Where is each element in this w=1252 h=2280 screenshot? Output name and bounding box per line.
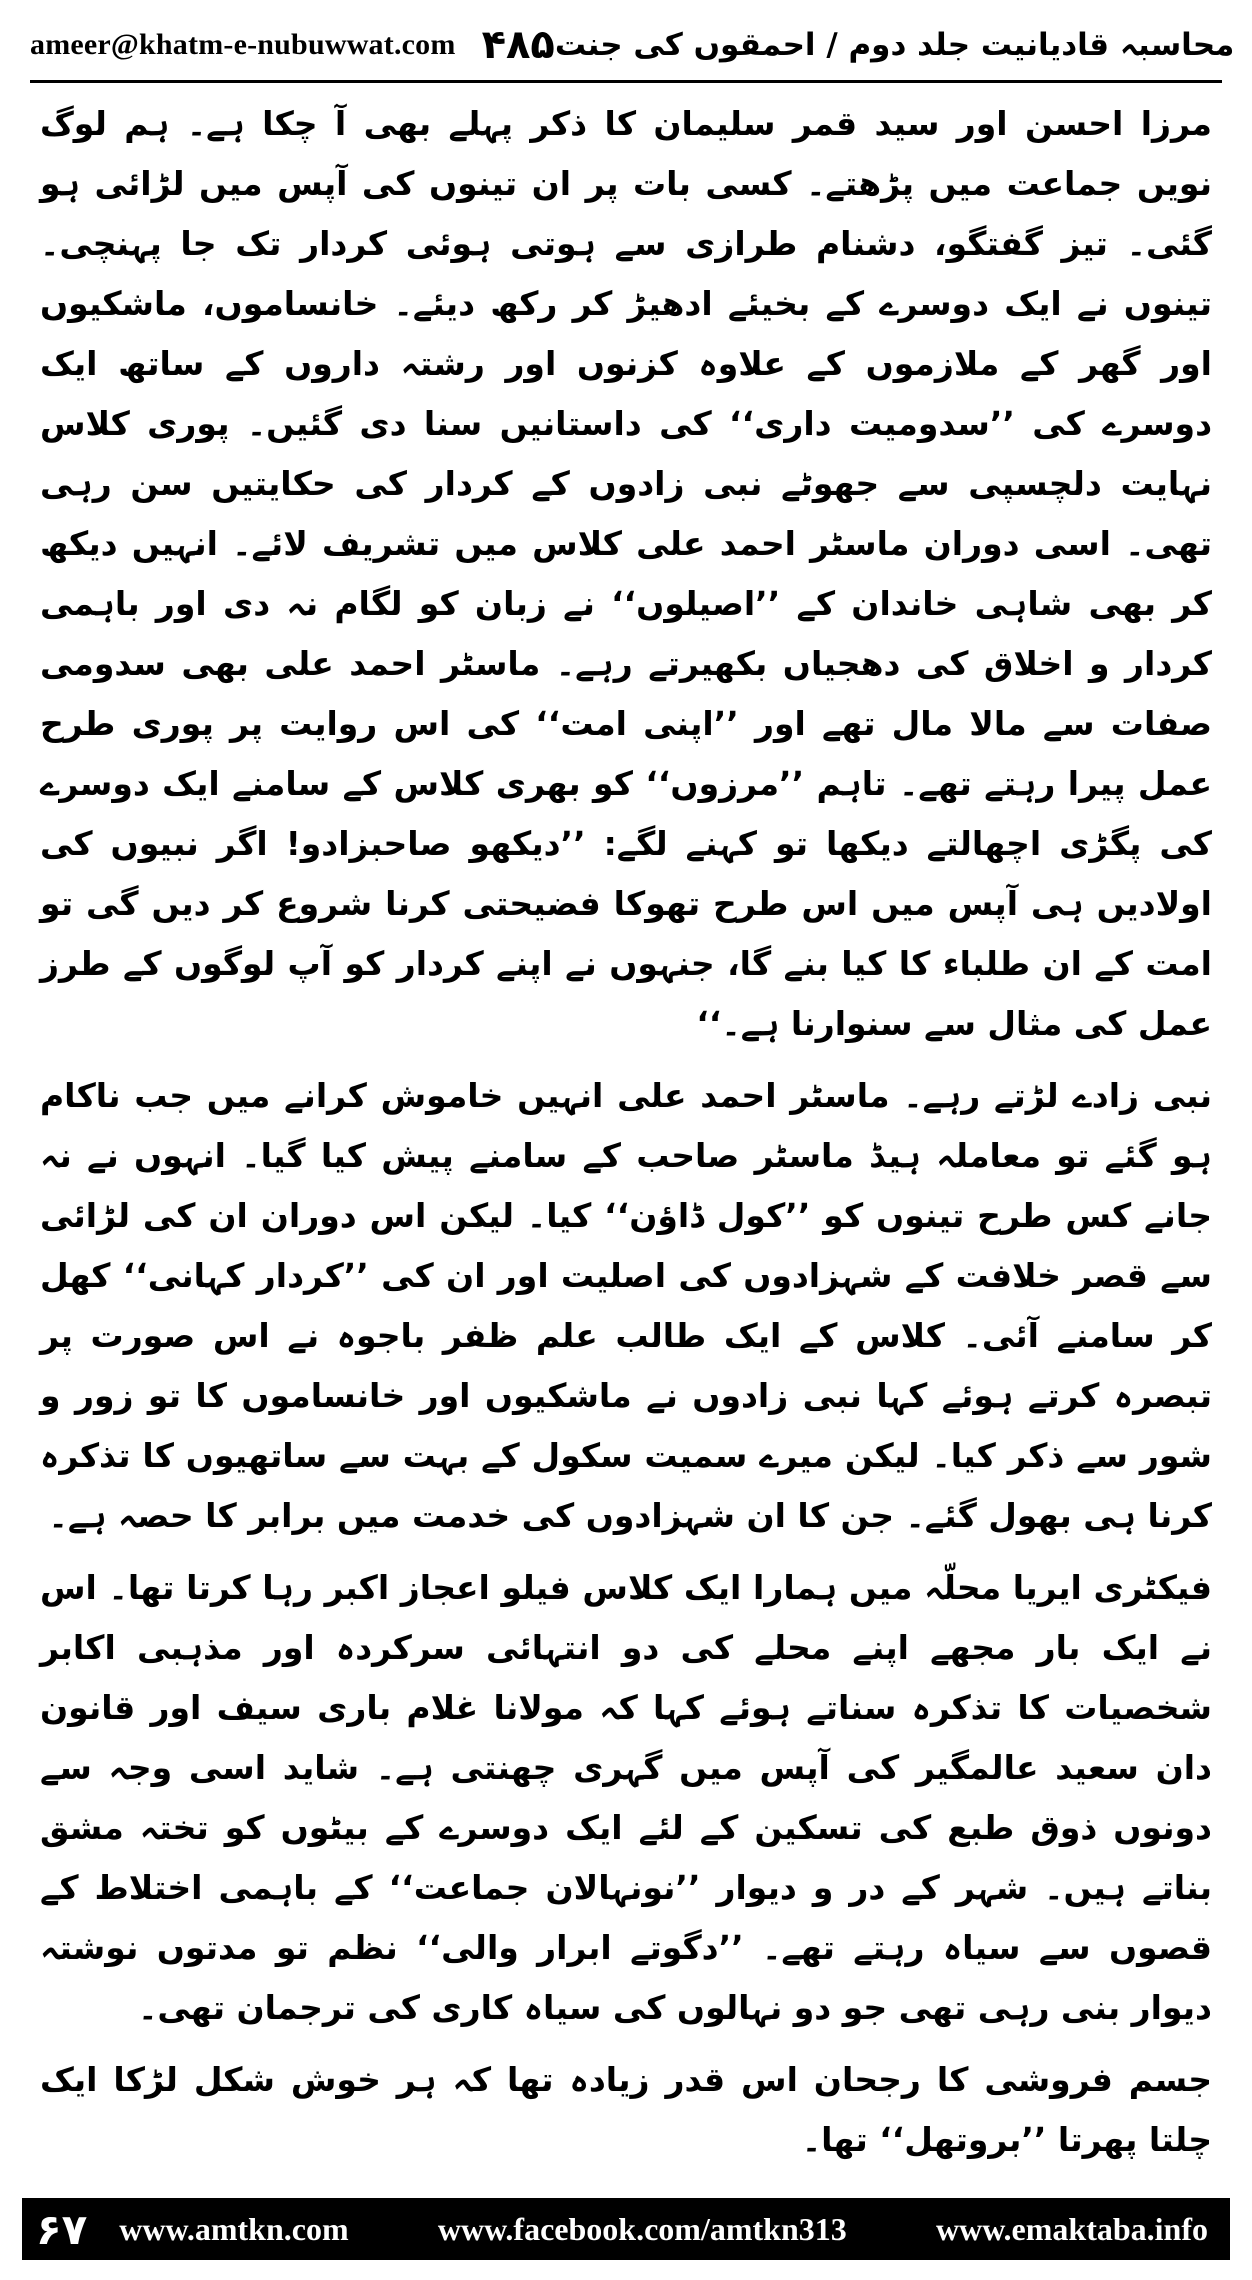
body-text: [40, 94, 1212, 2170]
header-page-number: ۴۸۵: [481, 22, 555, 68]
footer-link-amtkn[interactable]: www.amtkn.com: [119, 2210, 349, 2247]
footer-link-emaktaba[interactable]: www.emaktaba.info: [935, 2210, 1208, 2247]
paragraph: نبی زادے لڑتے رہے۔ ماسٹر احمد علی انہیں خاموش کرانے میں جب ناکام ہو گئے تو معاملہ ہیڈ ماسٹر صاحب کے سامنے پیش کیا گیا۔ انہوں نے نہ جانے کس طرح تینوں کو ’’کول ڈاؤن‘‘ کیا۔ لیکن اس دوران ان کی لڑائی سے قصر خلافت کے شہزادوں کی اصلیت اور ان کی ’’کردار کہانی‘‘ کھل کر سامنے آئی۔ کلاس کے ایک طالب علم ظفر باجوہ نے اس صورت پر تبصرہ کرتے ہوئے کہا نبی زادوں نے ماشکیوں اور خانساموں کا تو زور و شور سے ذکر کیا۔ لیکن میرے سمیت سکول کے بہت سے ساتھیوں کا تذکرہ کرنا ہی بھول گئے۔ جن کا ان شہزادوں کی خدمت میں برابر کا حصہ ہے۔: [40, 1076, 1212, 1535]
footer-link-facebook[interactable]: www.facebook.com/amtkn313: [437, 2210, 847, 2247]
header-left: [30, 22, 555, 68]
header-email[interactable]: ameer@khatm-e-nubuwwat.com: [30, 28, 456, 61]
footer-page-number: ۶۷: [36, 2204, 88, 2254]
paragraph: مرزا احسن اور سید قمر سلیمان کا ذکر پہلے بھی آ چکا ہے۔ ہم لوگ نویں جماعت میں پڑھتے۔ کسی بات پر ان تینوں کی آپس میں لڑائی ہو گئی۔ تیز گفتگو، دشنام طرازی سے ہوتی ہوئی کردار تک جا پہنچی۔ تینوں نے ایک دوسرے کے بخیئے ادھیڑ کر رکھ دیئے۔ خانساموں، ماشکیوں اور گھر کے ملازموں کے علاوہ کزنوں اور رشتہ داروں کے ساتھ ایک دوسرے کی ’’سدومیت داری‘‘ کی داستانیں سنا دی گئیں۔ پوری کلاس نہایت دلچسپی سے جھوٹے نبی زادوں کے کردار کی حکایتیں سن رہی تھی۔ اسی دوران ماسٹر احمد علی کلاس میں تشریف لائے۔ انہیں دیکھ کر بھی شاہی خاندان کے ’’اصیلوں‘‘ نے زبان کو لگام نہ دی اور باہمی کردار و اخلاق کی دھجیاں بکھیرتے رہے۔ ماسٹر احمد علی بھی سدومی صفات سے مالا مال تھے اور ’’اپنی امت‘‘ کی اس روایت پر پوری طرح عمل پیرا رہتے تھے۔ تاہم ’’مرزوں‘‘ کو بھری کلاس کے سامنے ایک دوسرے کی پگڑی اچھالتے دیکھا تو کہنے لگے: ’’دیکھو صاحبزادو! اگر نبیوں کی اولادیں ہی آپس میں اس طرح تھوکا فضیحتی کرنا شروع کر دیں گی تو امت کے ان طلباء کا کیا بنے گا، جنہوں نے اپنے کردار کو آپ لوگوں کے طرز عمل کی مثال سے سنوارنا ہے۔‘‘: [40, 104, 1212, 1043]
running-title: محاسبہ قادیانیت جلد دوم / احمقوں کی جنت: [554, 27, 1235, 63]
page-header: [30, 14, 1235, 76]
paragraph: فیکٹری ایریا محلّہ میں ہمارا ایک کلاس فیلو اعجاز اکبر رہا کرتا تھا۔ اس نے ایک بار مجھے اپنے محلے کی دو انتہائی سرکردہ اور مذہبی اکابر شخصیات کا تذکرہ سناتے ہوئے کہا کہ مولانا غلام باری سیف اور قانون دان سعید عالمگیر کی آپس میں گہری چھنتی ہے۔ شاید اسی وجہ سے دونوں ذوق طبع کی تسکین کے لئے ایک دوسرے کے بیٹوں کو تختہ مشق بناتے ہیں۔ شہر کے در و دیوار ’’نونہالان جماعت‘‘ کے باہمی اختلاط کے قصوں سے سیاہ رہتے تھے۔ ’’دگوتے ابرار والی‘‘ نظم تو مدتوں نوشتہ دیوار بنی رہی تھی جو دو نہالوں کی سیاہ کاری کی ترجمان تھی۔: [40, 1568, 1212, 2027]
page-footer: [22, 2198, 1230, 2260]
header-divider: [30, 80, 1222, 83]
footer-links: [111, 2211, 1216, 2248]
paragraph: جسم فروشی کا رجحان اس قدر زیادہ تھا کہ ہر خوش شکل لڑکا ایک چلتا پھرتا ’’بروتھل‘‘ تھا۔: [40, 2060, 1212, 2159]
